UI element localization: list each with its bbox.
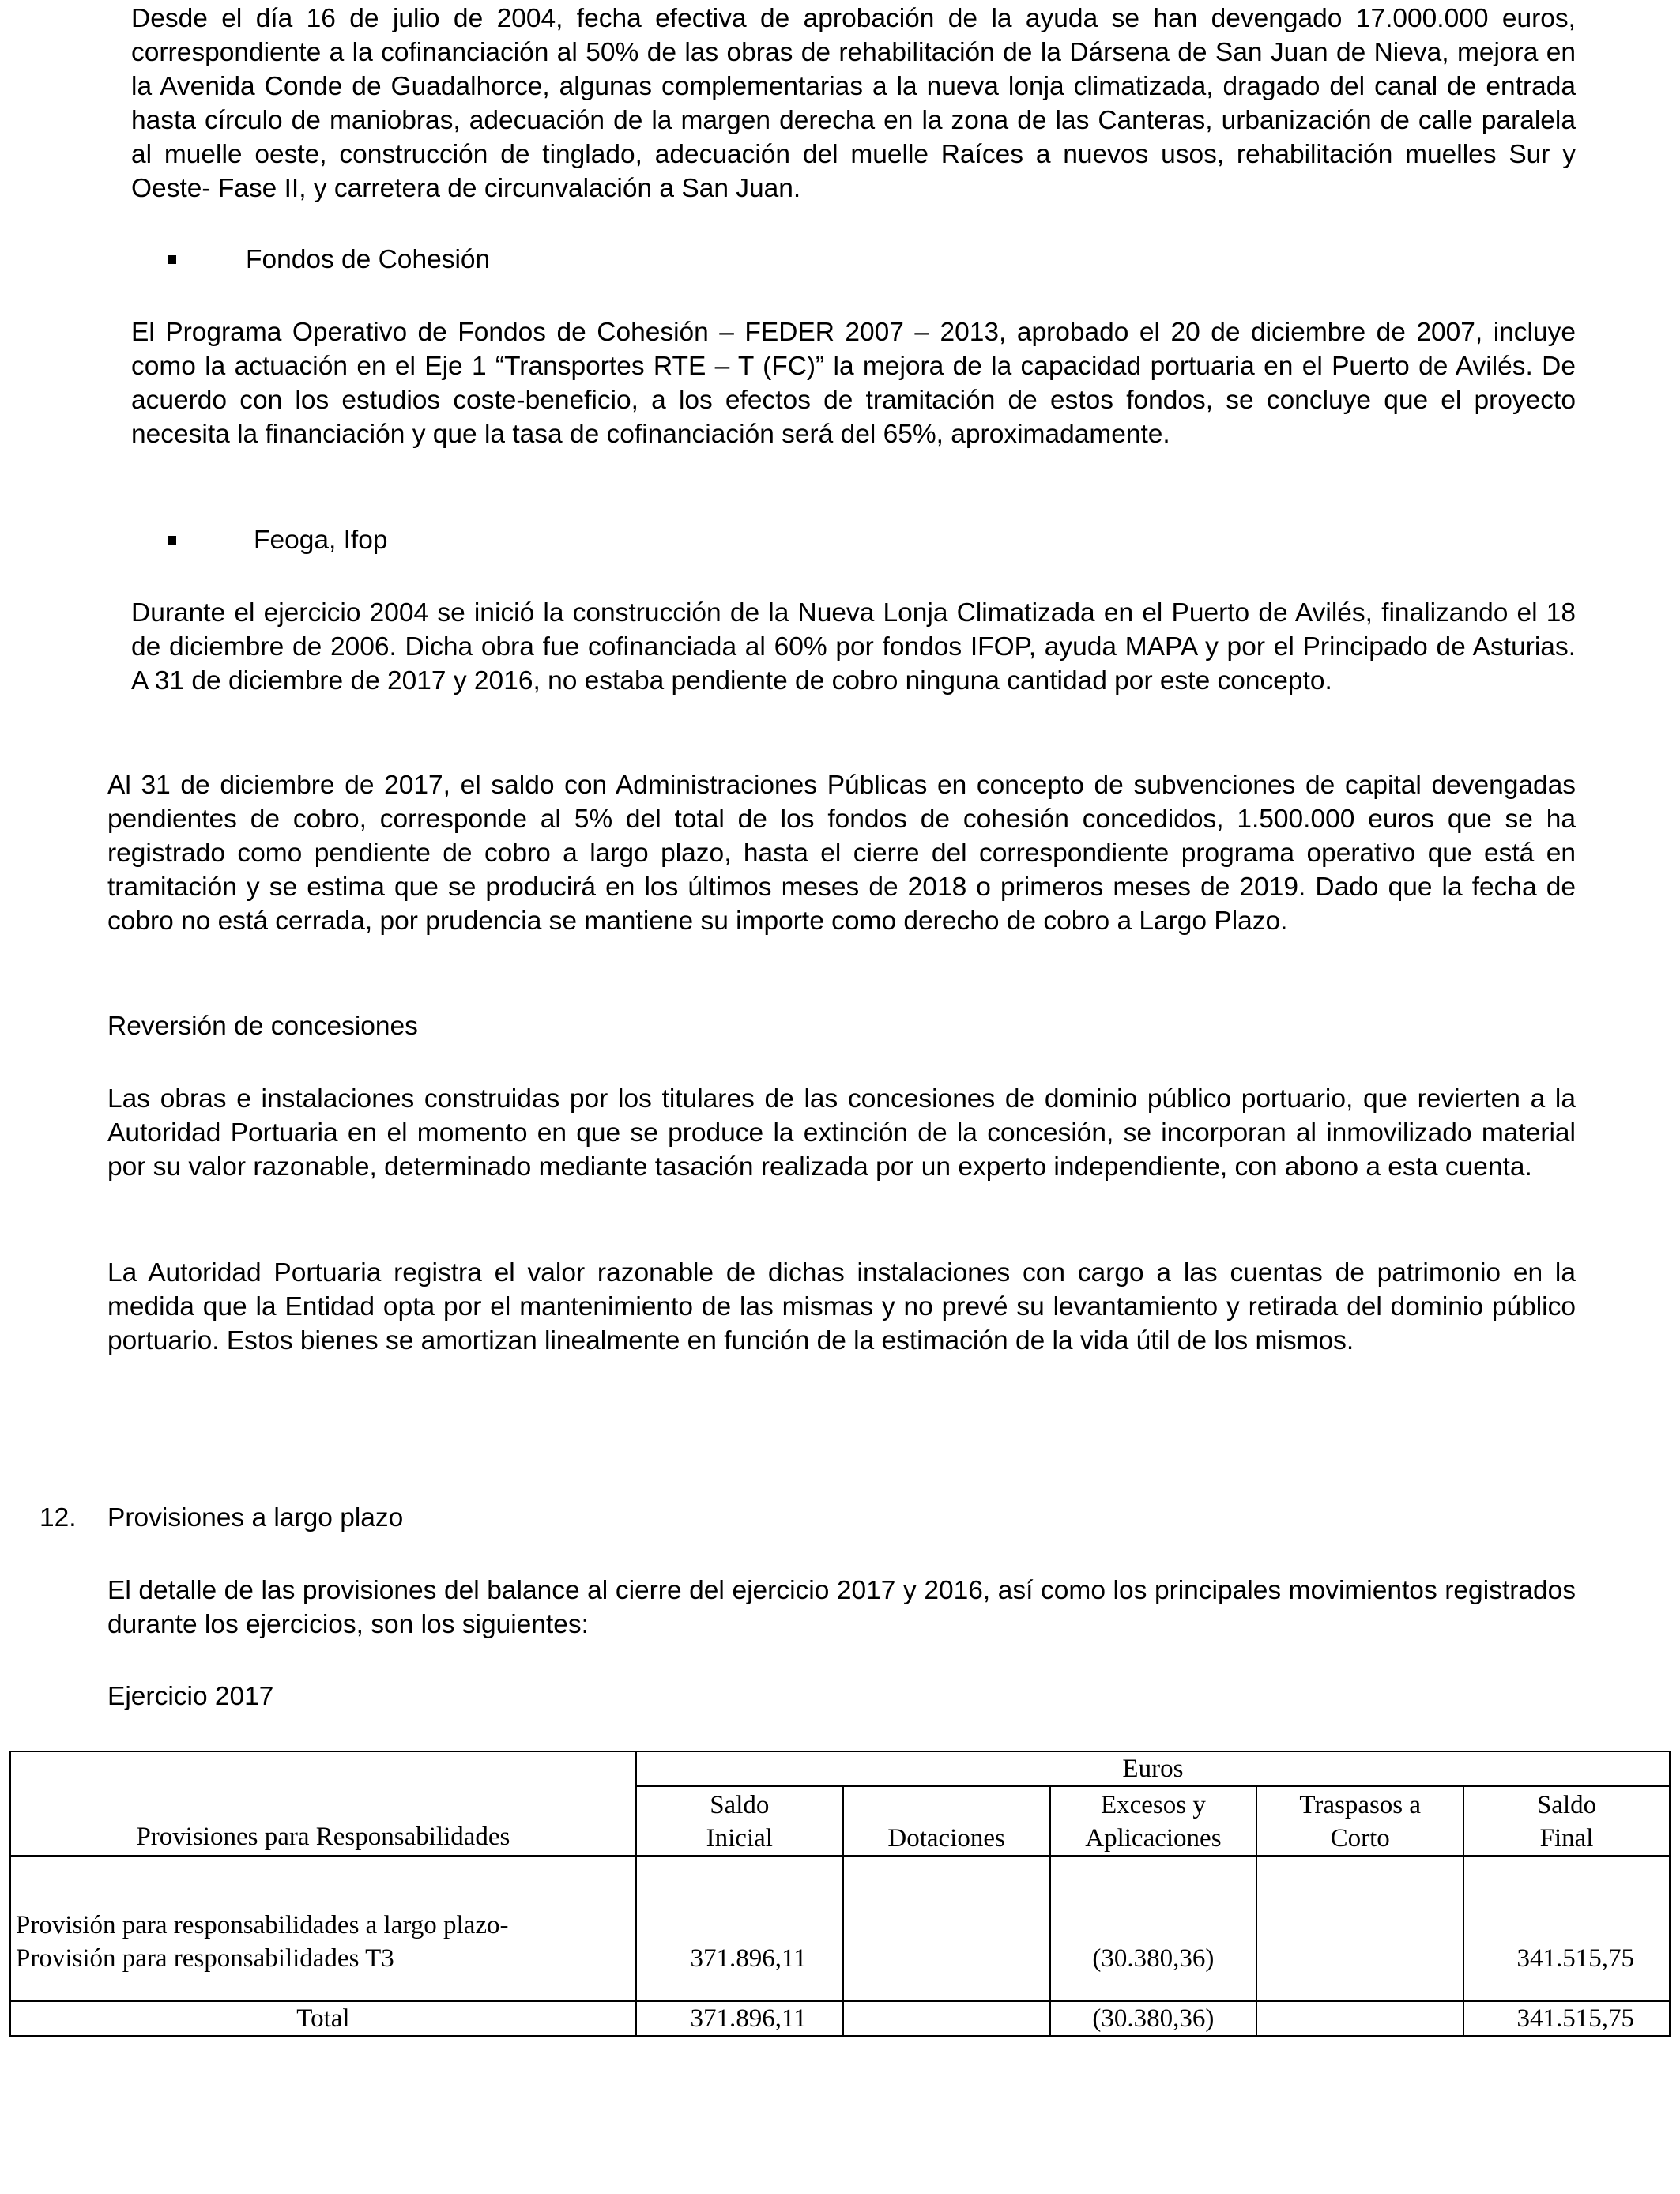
euros-label: Euros: [1122, 1755, 1184, 1783]
col-header-line: Final: [1539, 1824, 1594, 1853]
ejercicio-label: Ejercicio 2017: [107, 1682, 274, 1711]
col-header-line: Excesos y: [1100, 1791, 1206, 1819]
square-bullet-icon: [168, 536, 176, 545]
row-header-cell: [10, 1751, 636, 1856]
row-label-cell: [10, 1856, 636, 2001]
bullet-feoga-ifop: [168, 523, 387, 557]
col-header-dotaciones: [843, 1786, 1050, 1856]
cell-saldo-final: 341.515,75: [1463, 1856, 1670, 2001]
total-excesos: (30.380,36): [1050, 2001, 1257, 2036]
total-saldo-final: 341.515,75: [1463, 2001, 1670, 2036]
col-header-excesos: [1050, 1786, 1257, 1856]
col-header-traspasos: [1256, 1786, 1463, 1856]
cell-excesos: (30.380,36): [1050, 1856, 1257, 2001]
cell-saldo-inicial: 371.896,11: [636, 1856, 843, 2001]
paragraph-devengo: Desde el día 16 de julio de 2004, fecha efectiva de aprobación de la ayuda se han devengado 17.000.000 euros, correspondiente a la cofinanciación al 50% de las obras de rehabilitación de la Dársena de San Juan de Nieva, mejora en la Avenida Conde de Guadalhorce, algunas complementarias a la nueva lonja climatizada, dragado del canal de entrada hasta círculo de maniobras, adecuación de la margen derecha en la zona de las Canteras, urbanización de calle paralela al muelle oeste, construcción de tinglado, adecuación del muelle Raíces a nuevos usos, rehabilitación muelles Sur y Oeste- Fase II, y carretera de circunvalación a San Juan.: [131, 4, 1576, 203]
col-header-line: Saldo: [1536, 1791, 1597, 1819]
group-header-euros: [636, 1751, 1670, 1786]
section-number: 12.: [40, 1503, 77, 1532]
cell-dotaciones: [843, 1856, 1050, 2001]
col-header-line: Traspasos a: [1299, 1791, 1422, 1819]
total-label: Total: [10, 2001, 636, 2036]
bullet-fondos-cohesion: [168, 243, 490, 277]
row-label-line: Provisión para responsabilidades T3: [16, 1944, 394, 1973]
paragraph-detalle-provisiones: El detalle de las provisiones del balance al cierre del ejercicio 2017 y 2016, así como los principales movimientos registrados durante los ejercicios, son los siguientes:: [107, 1576, 1576, 1639]
paragraph-feoga: Durante el ejercicio 2004 se inició la construcción de la Nueva Lonja Climatizada en el Puerto de Avilés, finalizando el 18 de diciembre de 2006. Dicha obra fue cofinanciada al 60% por fondos IFOP, ayuda MAPA y por el Principado de Asturias. A 31 de diciembre de 2017 y 2016, no estaba pendiente de cobro ninguna cantidad por este concepto.: [131, 598, 1576, 696]
row-header-label: Provisiones para Responsabilidades: [136, 1823, 510, 1851]
total-traspasos: [1256, 2001, 1463, 2036]
col-header-saldo-inicial: [636, 1786, 843, 1856]
row-label-line: Provisión para responsabilidades a largo plazo-: [16, 1911, 509, 1940]
paragraph-obras-instalaciones: Las obras e instalaciones construidas por los titulares de las concesiones de dominio público portuario, que revierten a la Autoridad Portuaria en el momento en que se produce la extinción de la concesión, se incorporan al inmovilizado material por su valor razonable, determinado mediante tasación realizada por un experto independiente, con abono a esta cuenta.: [107, 1084, 1576, 1182]
total-saldo-inicial: 371.896,11: [636, 2001, 843, 2036]
col-header-line: Corto: [1330, 1824, 1390, 1853]
section-title: Provisiones a largo plazo: [107, 1503, 404, 1532]
paragraph-saldo-administraciones: Al 31 de diciembre de 2017, el saldo con Administraciones Públicas en concepto de subvenciones de capital devengadas pendientes de cobro, corresponde al 5% del total de los fondos de cohesión concedidos, 1.500.000 euros que se ha registrado como pendiente de cobro a largo plazo, hasta el cierre del correspondiente programa operativo que está en tramitación y se estima que se producirá en los últimos meses de 2018 o primeros meses de 2019. Dado que la fecha de cobro no está cerrada, por prudencia se mantiene su importe como derecho de cobro a Largo Plazo.: [107, 771, 1576, 936]
col-header-line: Inicial: [706, 1824, 773, 1853]
provisions-table: [9, 1751, 1671, 2037]
paragraph-cohesion: El Programa Operativo de Fondos de Cohesión – FEDER 2007 – 2013, aprobado el 20 de diciembre de 2007, incluye como la actuación en el Eje 1 “Transportes RTE – T (FC)” la mejora de la capacidad portuaria en el Puerto de Avilés. De acuerdo con los estudios coste-beneficio, a los efectos de tramitación de estos fondos, se concluye que el proyecto necesita la financiación y que la tasa de cofinanciación será del 65%, aproximadamente.: [131, 318, 1576, 449]
table-row-total: [10, 2001, 1670, 2036]
total-dotaciones: [843, 2001, 1050, 2036]
bullet-label: Fondos de Cohesión: [246, 245, 491, 274]
col-header-saldo-final: [1463, 1786, 1670, 1856]
col-header-line: Saldo: [710, 1791, 770, 1819]
col-header-line: Dotaciones: [887, 1824, 1005, 1853]
table-row: [10, 1856, 1670, 2001]
paragraph-autoridad-portuaria: La Autoridad Portuaria registra el valor razonable de dichas instalaciones con cargo a las cuentas de patrimonio en la medida que la Entidad opta por el mantenimiento de las mismas y no prevé su levantamiento y retirada del dominio público portuario. Estos bienes se amortizan linealmente en función de la estimación de la vida útil de los mismos.: [107, 1258, 1576, 1355]
heading-reversion-concesiones: Reversión de concesiones: [107, 1012, 418, 1041]
cell-traspasos: [1256, 1856, 1463, 2001]
bullet-label: Feoga, Ifop: [254, 526, 388, 555]
square-bullet-icon: [168, 255, 176, 264]
col-header-line: Aplicaciones: [1085, 1824, 1222, 1853]
